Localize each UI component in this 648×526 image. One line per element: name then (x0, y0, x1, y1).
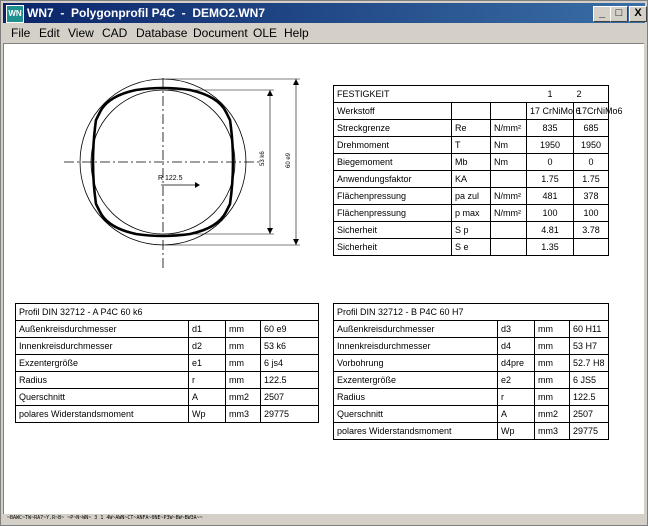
row-symbol: Wp (498, 423, 535, 440)
menu-file[interactable]: File (11, 26, 31, 40)
row-unit: mm2 (535, 406, 570, 423)
status-bar (3, 515, 645, 524)
row-unit: N/mm² (491, 120, 527, 137)
row-symbol: d4 (498, 338, 535, 355)
table-row (334, 338, 609, 355)
row-value-2: 3.78 (574, 222, 609, 239)
row-name: Werkstoff (334, 103, 452, 120)
col-2-header: 2 (574, 86, 609, 103)
row-value-1: 0 (527, 154, 574, 171)
row-name: Flächenpressung (334, 188, 452, 205)
row-symbol: Mb (452, 154, 491, 171)
row-symbol (452, 103, 491, 120)
row-symbol: p max (452, 205, 491, 222)
row-name: Außenkreisdurchmesser (334, 321, 498, 338)
row-unit: mm (535, 355, 570, 372)
window-title: WN7 - Polygonprofil P4C - DEMO2.WN7 (27, 6, 266, 20)
row-unit: mm (226, 355, 261, 372)
dim-inner-label: 53 k6 (260, 151, 266, 166)
row-name: Innenkreisdurchmesser (334, 338, 498, 355)
row-symbol: T (452, 137, 491, 154)
menu-bar (3, 24, 645, 42)
row-name: Querschnitt (334, 406, 498, 423)
row-unit: mm (535, 372, 570, 389)
row-symbol: d4pre (498, 355, 535, 372)
profil-b-title: Profil DIN 32712 - B P4C 60 H7 (334, 304, 609, 321)
table-row (334, 154, 609, 171)
row-unit: N/mm² (491, 205, 527, 222)
row-name: Sicherheit (334, 239, 452, 256)
menu-edit[interactable]: Edit (39, 26, 60, 40)
row-unit (491, 239, 527, 256)
row-value: 29775 (261, 406, 319, 423)
row-value: 6 JS5 (570, 372, 609, 389)
row-symbol: r (498, 389, 535, 406)
table-row (334, 321, 609, 338)
close-button[interactable]: X (629, 6, 647, 22)
row-name: Exzentergröße (16, 355, 189, 372)
row-value-1: 100 (527, 205, 574, 222)
row-name: Radius (334, 389, 498, 406)
row-symbol: KA (452, 171, 491, 188)
status-text: ~BAWC~TW~RA7~Y.R~B~ ~P~N~WN~ 3 1 4W~AWN~CT~ANFA~0NE~P3W~BW~BW3A~~ (7, 515, 203, 521)
row-unit: Nm (491, 154, 527, 171)
row-name: Radius (16, 372, 189, 389)
row-symbol: r (189, 372, 226, 389)
row-name: Außenkreisdurchmesser (16, 321, 189, 338)
row-symbol: A (189, 389, 226, 406)
row-symbol: e1 (189, 355, 226, 372)
row-value-1: 1.35 (527, 239, 574, 256)
row-value-2: 17CrNiMo6 (574, 103, 609, 120)
row-name: Biegemoment (334, 154, 452, 171)
table-row (334, 103, 609, 120)
row-value: 53 H7 (570, 338, 609, 355)
menu-ole[interactable]: OLE (253, 26, 278, 40)
table-row (334, 372, 609, 389)
table-row (16, 406, 319, 423)
row-value: 2507 (261, 389, 319, 406)
profil-b-table (333, 303, 609, 440)
table-row (16, 372, 319, 389)
table-row (334, 120, 609, 137)
row-value-2: 1950 (574, 137, 609, 154)
row-name: polares Widerstandsmoment (334, 423, 498, 440)
profil-a-title: Profil DIN 32712 - A P4C 60 k6 (16, 304, 319, 321)
menu-document[interactable]: Document (193, 26, 248, 40)
row-unit: mm (535, 389, 570, 406)
menu-cad[interactable]: CAD (102, 26, 128, 40)
row-value-1: 1.75 (527, 171, 574, 188)
row-value-2: 685 (574, 120, 609, 137)
table-row (334, 355, 609, 372)
row-unit: mm (226, 372, 261, 389)
table-row (334, 423, 609, 440)
minimize-button[interactable]: _ (593, 6, 611, 22)
row-value: 60 H11 (570, 321, 609, 338)
table-row (334, 171, 609, 188)
menu-database[interactable]: Database (136, 26, 188, 40)
table-row (16, 321, 319, 338)
row-value-2: 378 (574, 188, 609, 205)
row-unit: mm3 (535, 423, 570, 440)
maximize-button[interactable]: □ (610, 6, 628, 22)
row-value: 2507 (570, 406, 609, 423)
row-name: polares Widerstandsmoment (16, 406, 189, 423)
row-value-1: 835 (527, 120, 574, 137)
row-unit (491, 103, 527, 120)
row-unit: mm (535, 338, 570, 355)
row-unit: mm (226, 338, 261, 355)
table-row (334, 389, 609, 406)
document-area[interactable] (3, 43, 644, 514)
row-symbol: d2 (189, 338, 226, 355)
profil-a-title-row (16, 304, 319, 321)
table-row (334, 205, 609, 222)
table-row (16, 389, 319, 406)
row-unit (491, 171, 527, 188)
row-value: 52.7 H8 (570, 355, 609, 372)
festigkeit-table (333, 85, 623, 256)
row-unit (491, 222, 527, 239)
title-bar[interactable] (3, 3, 645, 23)
row-value: 29775 (570, 423, 609, 440)
row-value: 6 js4 (261, 355, 319, 372)
row-symbol: A (498, 406, 535, 423)
profil-a-table (15, 303, 319, 423)
table-row (16, 355, 319, 372)
row-value-2: 0 (574, 154, 609, 171)
row-value-2: 100 (574, 205, 609, 222)
table-row (334, 188, 609, 205)
menu-view[interactable]: View (68, 26, 94, 40)
row-unit: Nm (491, 137, 527, 154)
row-value-1: 481 (527, 188, 574, 205)
col-1-header: 1 (527, 86, 574, 103)
table-row (334, 406, 609, 423)
festigkeit-header-row (334, 86, 609, 103)
row-name: Exzentergröße (334, 372, 498, 389)
row-unit: mm (535, 321, 570, 338)
row-unit: mm3 (226, 406, 261, 423)
row-value: 122.5 (261, 372, 319, 389)
radius-label: R 122.5 (158, 175, 183, 182)
row-value-1: 1950 (527, 137, 574, 154)
row-symbol: d1 (189, 321, 226, 338)
row-name: Streckgrenze (334, 120, 452, 137)
table-row (334, 137, 609, 154)
table-row (16, 338, 319, 355)
row-value: 60 e9 (261, 321, 319, 338)
row-name: Anwendungsfaktor (334, 171, 452, 188)
row-unit: N/mm² (491, 188, 527, 205)
row-symbol: d3 (498, 321, 535, 338)
row-symbol: Re (452, 120, 491, 137)
row-name: Innenkreisdurchmesser (16, 338, 189, 355)
row-value: 53 k6 (261, 338, 319, 355)
app-icon[interactable]: WN (6, 5, 24, 23)
row-symbol: Wp (189, 406, 226, 423)
polygon-profile-drawing (48, 78, 318, 278)
row-symbol: S p (452, 222, 491, 239)
row-value-2 (574, 239, 609, 256)
row-value-1: 17 CrNiMo 6 (527, 103, 574, 120)
row-name: Drehmoment (334, 137, 452, 154)
table-row (334, 222, 609, 239)
profil-b-title-row (334, 304, 609, 321)
row-name: Querschnitt (16, 389, 189, 406)
row-value-1: 4.81 (527, 222, 574, 239)
table-row (334, 239, 609, 256)
row-symbol: S e (452, 239, 491, 256)
row-value-2: 1.75 (574, 171, 609, 188)
row-unit: mm (226, 321, 261, 338)
menu-help[interactable]: Help (284, 26, 309, 40)
row-symbol: e2 (498, 372, 535, 389)
row-name: Vorbohrung (334, 355, 498, 372)
row-symbol: pa zul (452, 188, 491, 205)
row-name: Sicherheit (334, 222, 452, 239)
row-name: Flächenpressung (334, 205, 452, 222)
row-value: 122.5 (570, 389, 609, 406)
festigkeit-title: FESTIGKEIT (334, 86, 527, 103)
dim-outer-label: 60 e9 (286, 152, 292, 168)
row-unit: mm2 (226, 389, 261, 406)
